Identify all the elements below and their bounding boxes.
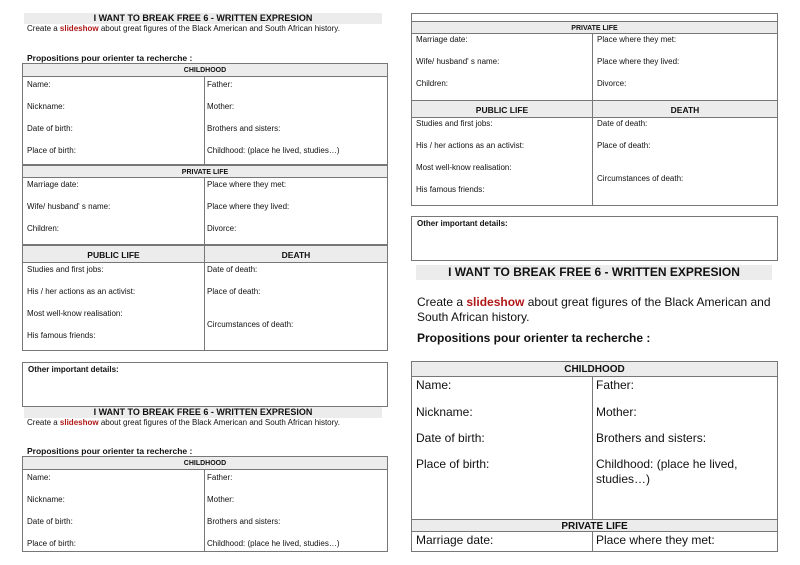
childhood-right-1: Father:	[207, 473, 233, 482]
private-life-header: PRIVATE LIFE	[411, 21, 778, 34]
private-left-3: Children:	[416, 79, 449, 88]
worksheet-title: I WANT TO BREAK FREE 6 - WRITTEN EXPRESION	[24, 13, 382, 24]
childhood-left-2: Nickname:	[416, 405, 473, 419]
private-left-2: Wife/ husband' s name:	[27, 202, 111, 211]
private-right-1: Place where they met:	[207, 180, 287, 189]
intro-text	[27, 24, 377, 34]
intro-post: about great figures of the Black American and South African history.	[98, 24, 340, 33]
childhood-header: CHILDHOOD	[22, 63, 388, 77]
other-details-label: Other important details:	[28, 365, 119, 374]
childhood-left-cell	[411, 376, 593, 520]
public-life-header: PUBLIC LIFE	[22, 245, 205, 263]
childhood-right-3: Brothers and sisters:	[207, 124, 281, 133]
private-right-1: Place where they met:	[596, 533, 715, 547]
private-right-1: Place where they met:	[597, 35, 677, 44]
childhood-right-2: Mother:	[207, 102, 235, 111]
other-details-box	[22, 362, 388, 407]
childhood-left-1: Name:	[27, 80, 51, 89]
private-life-table	[411, 21, 778, 101]
public-item-1: Studies and first jobs:	[416, 119, 493, 128]
childhood-right-2: Mother:	[207, 495, 235, 504]
childhood-table	[22, 456, 388, 552]
private-life-header: PRIVATE LIFE	[411, 519, 778, 532]
death-cell	[204, 262, 388, 351]
death-header: DEATH	[204, 245, 388, 263]
public-death-table	[411, 100, 778, 206]
death-header: DEATH	[592, 100, 778, 118]
worksheet-title: I WANT TO BREAK FREE 6 - WRITTEN EXPRESION	[24, 407, 382, 418]
intro-pre: Create a	[27, 418, 60, 427]
public-item-1: Studies and first jobs:	[27, 265, 104, 274]
public-item-3: Most well-know realisation:	[27, 309, 123, 318]
public-item-2: His / her actions as an activist:	[27, 287, 136, 296]
public-death-table	[22, 245, 388, 351]
death-item-1: Date of death:	[207, 265, 258, 274]
intro-text	[417, 295, 775, 325]
intro-highlight: slideshow	[59, 418, 99, 427]
worksheet-title: I WANT TO BREAK FREE 6 - WRITTEN EXPRESION	[416, 265, 772, 280]
childhood-right-4: Childhood: (place he lived, studies…)	[207, 539, 340, 548]
childhood-left-1: Name:	[416, 378, 452, 392]
private-left-3: Children:	[27, 224, 60, 233]
childhood-left-4: Place of birth:	[27, 539, 76, 548]
public-item-2: His / her actions as an activist:	[416, 141, 525, 150]
public-item-4: His famous friends:	[416, 185, 485, 194]
childhood-right-cell	[592, 376, 778, 520]
childhood-left-4: Place of birth:	[416, 457, 490, 471]
childhood-left-2: Nickname:	[27, 495, 65, 504]
intro-text	[27, 418, 377, 428]
public-life-header: PUBLIC LIFE	[411, 100, 593, 118]
public-item-3: Most well-know realisation:	[416, 163, 512, 172]
intro-post: about great figures of the Black American and South African history.	[417, 295, 771, 324]
private-life-header: PRIVATE LIFE	[22, 165, 388, 178]
childhood-table	[22, 63, 388, 165]
intro-pre: Create a	[27, 24, 60, 33]
childhood-left-3: Date of birth:	[27, 124, 73, 133]
private-life-table	[22, 165, 388, 245]
private-left-1: Marriage date:	[416, 533, 494, 547]
childhood-left-4: Place of birth:	[27, 146, 76, 155]
intro-pre: Create a	[417, 295, 467, 309]
childhood-left-2: Nickname:	[27, 102, 65, 111]
childhood-header: CHILDHOOD	[411, 361, 778, 377]
private-left-1: Marriage date:	[27, 180, 79, 189]
intro-highlight: slideshow	[59, 24, 99, 33]
other-details-box	[411, 216, 778, 261]
subheading: Propositions pour orienter ta recherche :	[417, 331, 651, 345]
private-right-2: Place where they lived:	[207, 202, 290, 211]
private-right-2: Place where they lived:	[597, 57, 680, 66]
public-item-4: His famous friends:	[27, 331, 96, 340]
subheading: Propositions pour orienter ta recherche :	[27, 53, 193, 63]
childhood-header: CHILDHOOD	[22, 456, 388, 470]
death-item-2: Place of death:	[597, 141, 651, 150]
intro-highlight: slideshow	[466, 295, 525, 309]
childhood-right-3: Brothers and sisters:	[207, 517, 281, 526]
childhood-right-2: Mother:	[596, 405, 637, 419]
intro-post: about great figures of the Black American and South African history.	[98, 418, 340, 427]
death-item-3: Circumstances of death:	[597, 174, 684, 183]
childhood-left-1: Name:	[27, 473, 51, 482]
death-item-3: Circumstances of death:	[207, 320, 294, 329]
childhood-table	[411, 361, 778, 520]
private-right-3: Divorce:	[207, 224, 237, 233]
childhood-right-1: Father:	[596, 378, 635, 392]
childhood-right-4: Childhood: (place he lived, studies…)	[207, 146, 340, 155]
childhood-right-4: Childhood: (place he lived, studies…)	[596, 457, 738, 486]
childhood-right-1: Father:	[207, 80, 233, 89]
childhood-left-3: Date of birth:	[416, 431, 485, 445]
private-right-3: Divorce:	[597, 79, 627, 88]
private-left-1: Marriage date:	[416, 35, 468, 44]
death-item-1: Date of death:	[597, 119, 648, 128]
private-life-table	[411, 519, 778, 552]
death-item-2: Place of death:	[207, 287, 261, 296]
childhood-right-3: Brothers and sisters:	[596, 431, 707, 445]
death-cell	[592, 117, 778, 206]
other-details-label: Other important details:	[417, 219, 508, 228]
subheading: Propositions pour orienter ta recherche :	[27, 446, 193, 456]
private-left-2: Wife/ husband' s name:	[416, 57, 500, 66]
childhood-left-3: Date of birth:	[27, 517, 73, 526]
